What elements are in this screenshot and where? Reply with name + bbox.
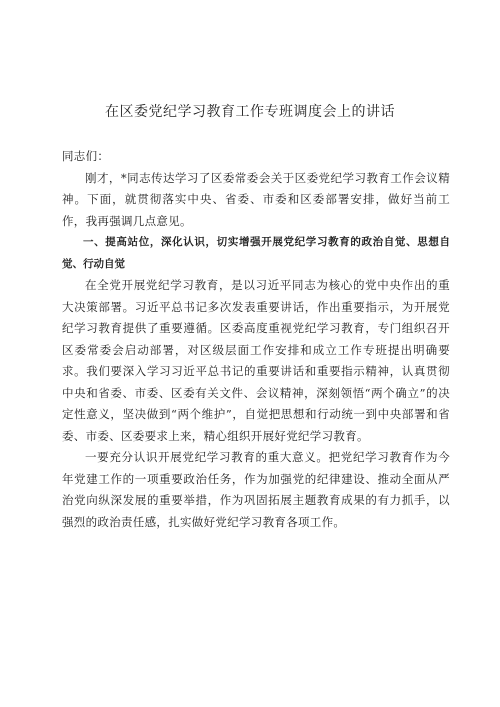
- paragraph-section1-2: 一要充分认识开展党纪学习教育的重大意义。把党纪学习教育作为今年党建工作的一项重要政治任务，作为加强党的纪律建设、推动全面从严治党向纵深发展的重要举措，作为巩固拓展主题教育成果的有力抓手，以强烈的政治责任感，扎实做好党纪学习教育各项工作。: [62, 450, 450, 529]
- section-heading-1: 一、提高站位，深化认识，切实增强开展党纪学习教育的政治自觉、思想自觉、行动自觉: [62, 236, 450, 270]
- document-title: 在区委党纪学习教育工作专班调度会上的讲话: [105, 104, 395, 120]
- paragraph-intro: 刚才，*同志传达学习了区委常委会关于区委党纪学习教育工作会议精神。下面，就贯彻落实中央、省委、市委和区委部署安排，做好当前工作，我再强调几点意见。: [62, 170, 450, 228]
- paragraph-section1-1: 在全党开展党纪学习教育，是以习近平同志为核心的党中央作出的重大决策部署。习近平总书记多次发表重要讲话，作出重要指示，为开展党纪学习教育提供了重要遵循。区委高度重视党纪学习教育，专门组织召开区委常委会启动部署，对区级层面工作安排和成立工作专班提出明确要求。我们要深入学习习近平总书记的重要讲话和重要指示精神，认真贯彻中央和省委、市委、区委有关文件、会议精神，深刻领悟“两个确立”的决定性意义，坚决做到“两个维护”，自觉把思想和行动统一到中央部署和省委、市委、区委要求上来，精心组织开展好党纪学习教育。: [62, 278, 450, 443]
- salutation: 同志们：: [62, 149, 110, 163]
- document-body: [62, 146, 450, 533]
